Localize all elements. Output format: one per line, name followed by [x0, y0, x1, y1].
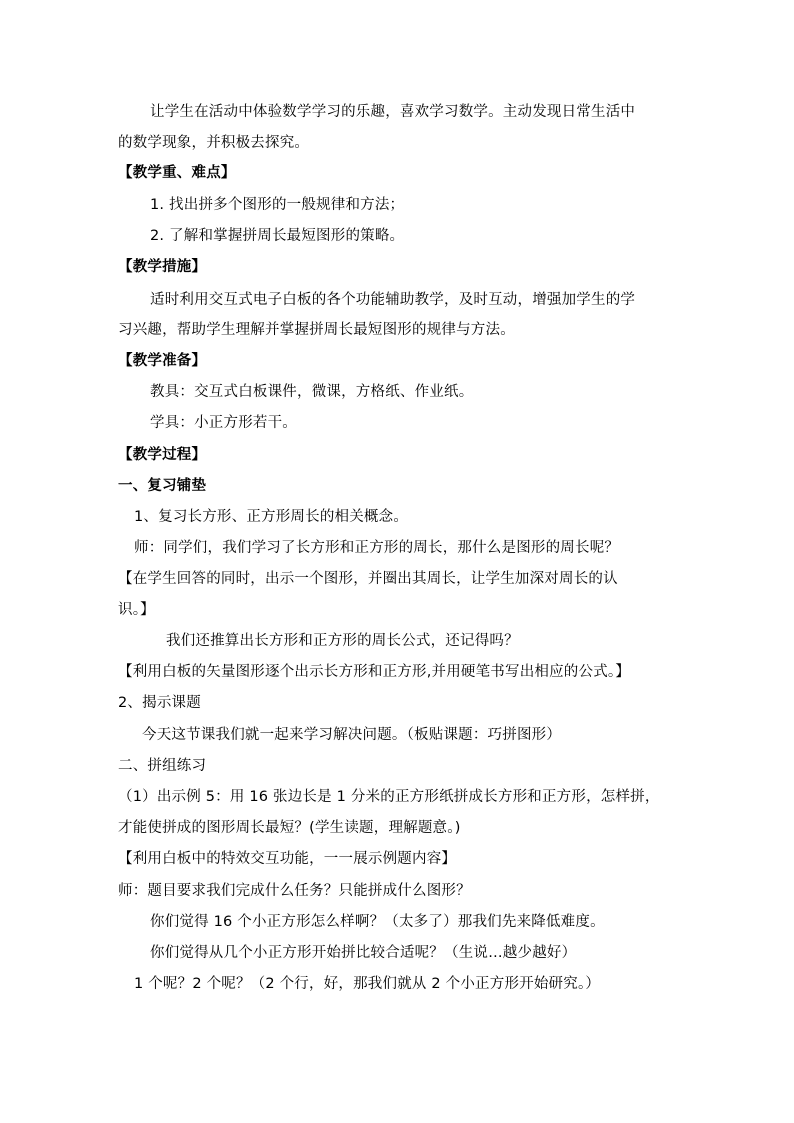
paragraph-line: 适时利用交互式电子白板的各个功能辅助教学，及时互动，增强加学生的学 — [150, 292, 636, 308]
paragraph-line: 【在学生回答的同时，出示一个图形，并圈出其周长，让学生加深对周长的认 — [118, 571, 618, 587]
paragraph-line: 学具：小正方形若干。 — [150, 415, 297, 431]
paragraph-line: 才能使拼成的图形周长最短？(学生读题，理解题意。) — [118, 820, 461, 836]
list-item: 1. 找出拼多个图形的一般规律和方法； — [150, 197, 405, 213]
paragraph-line: 让学生在活动中体验数学学习的乐趣，喜欢学习数学。主动发现日常生活中 — [150, 104, 636, 120]
section-heading: 【教学重、难点】 — [118, 165, 236, 181]
paragraph-line: 【利用白板的矢量图形逐个出示长方形和正方形,并用硬笔书写出相应的公式。】 — [118, 664, 631, 680]
section-heading: 【教学过程】 — [118, 447, 207, 463]
paragraph-line: 你们觉得从几个小正方形开始拼比较合适呢？（生说…越少越好） — [150, 945, 577, 961]
paragraph-line: 识。】 — [118, 602, 155, 618]
section-heading: 【教学措施】 — [118, 259, 207, 275]
paragraph-line: 师：同学们，我们学习了长方形和正方形的周长，那什么是图形的周长呢？ — [134, 540, 620, 556]
paragraph-line: 教具：交互式白板课件，微课，方格纸、作业纸。 — [150, 384, 474, 400]
paragraph-line: 的数学现象，并积极去探究。 — [118, 135, 310, 151]
paragraph-line: 1、复习长方形、正方形周长的相关概念。 — [134, 509, 409, 525]
paragraph-line: 师：题目要求我们完成什么任务？只能拼成什么图形？ — [118, 883, 471, 899]
section-heading: 【教学准备】 — [118, 353, 207, 369]
paragraph-line: （1）出示例 5：用 16 张边长是 1 分米的正方形纸拼成长方形和正方形，怎样拼， — [118, 789, 660, 805]
paragraph-line: 习兴趣，帮助学生理解并掌握拼周长最短图形的规律与方法。 — [118, 322, 515, 338]
paragraph-line: 我们还推算出长方形和正方形的周长公式，还记得吗？ — [166, 633, 519, 649]
subsection-heading: 一、复习铺垫 — [118, 478, 207, 494]
subsection-heading: 二、拼组练习 — [118, 758, 207, 774]
subsection-heading: 2、揭示课题 — [118, 695, 201, 711]
paragraph-line: 你们觉得 16 个小正方形怎么样啊？（太多了）那我们先来降低难度。 — [150, 914, 605, 930]
list-item: 2. 了解和掌握拼周长最短图形的策略。 — [150, 228, 405, 244]
paragraph-line: 【利用白板中的特效交互功能，一一展示例题内容】 — [118, 851, 457, 867]
paragraph-line: 1 个呢？2 个呢？（2 个行，好，那我们就从 2 个小正方形开始研究。） — [134, 976, 601, 992]
paragraph-line: 今天这节课我们就一起来学习解决问题。（板贴课题：巧拼图形） — [142, 727, 562, 743]
